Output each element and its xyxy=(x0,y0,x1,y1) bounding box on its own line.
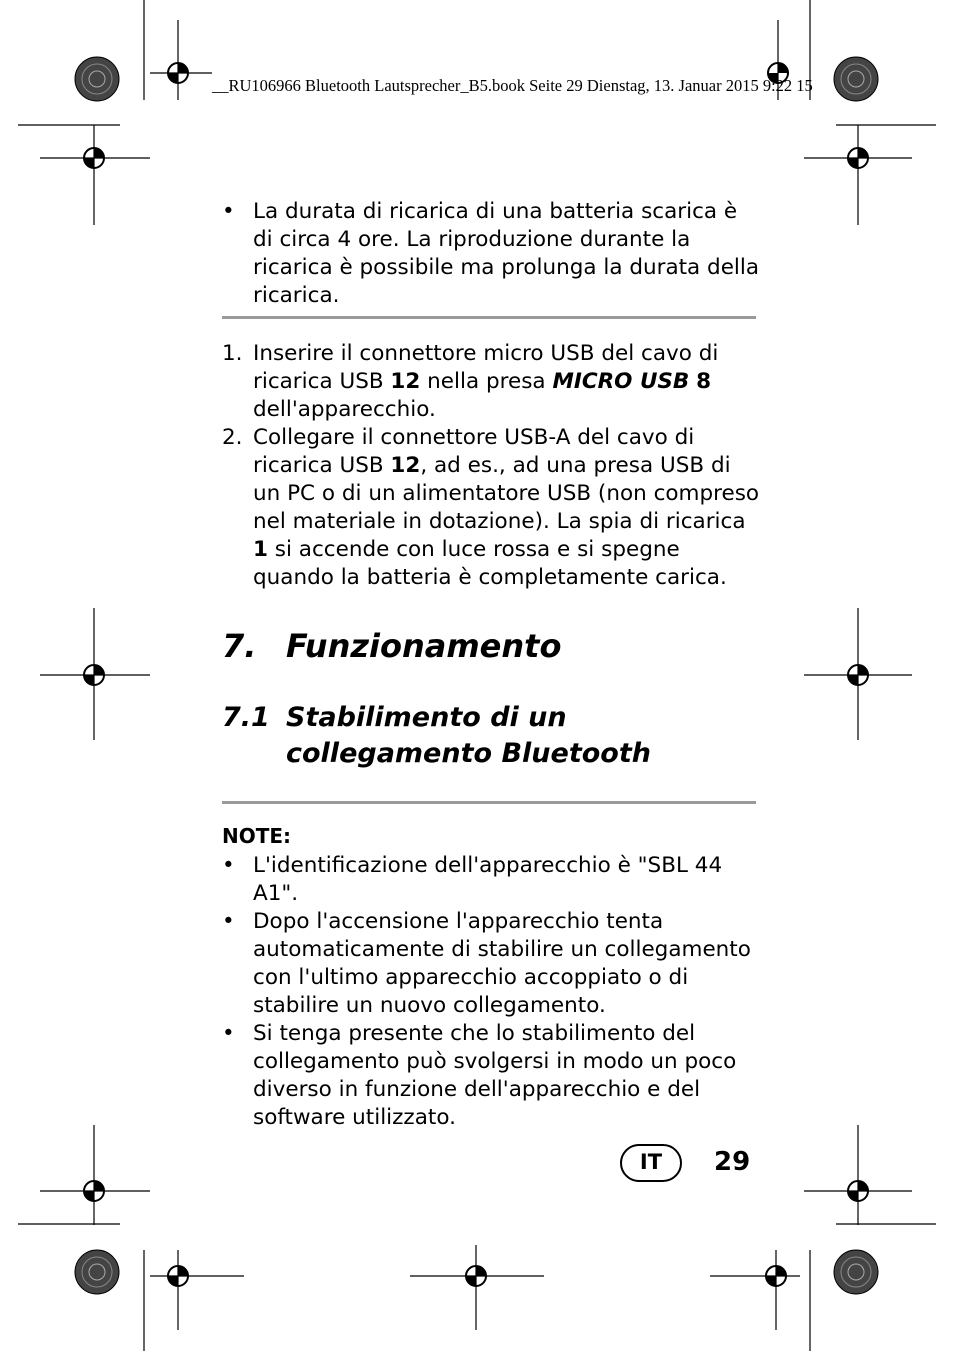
section-divider xyxy=(222,316,756,319)
list-item: • Dopo l'accensione l'apparecchio tenta automaticamente di stabilire un collegamento con l'ultimo apparecchio accoppiato o di stabilire un nuovo collegamento. xyxy=(222,909,751,1018)
steps-list xyxy=(222,340,762,592)
step-item: 1. Inserire il connettore micro USB del cavo di ricarica USB 12 nella presa MICRO USB 8 dell'apparecchio. xyxy=(222,341,719,422)
top-bullet-list xyxy=(222,198,762,310)
section-number: 7. xyxy=(222,627,257,665)
note-list xyxy=(222,852,762,1132)
section-divider xyxy=(222,801,756,804)
subsection-number: 7.1 xyxy=(222,702,270,733)
socket-label: MICRO USB xyxy=(552,369,690,394)
ref-number: 8 xyxy=(696,369,712,394)
language-badge: IT xyxy=(620,1144,682,1182)
running-header: __RU106966 Bluetooth Lautsprecher_B5.book Seite 29 Dienstag, 13. Januar 2015 9:22 15 xyxy=(212,76,813,95)
bullet-marker: • xyxy=(222,199,235,224)
ref-number: 12 xyxy=(390,453,421,478)
bullet-text: La durata di ricarica di una batteria scarica è di circa 4 ore. La riproduzione durante la ricarica è possibile ma prolunga la durata della ricarica. xyxy=(253,199,760,308)
list-item: • Si tenga presente che lo stabilimento del collegamento può svolgersi in modo un poco diverso in funzione dell'apparecchio e del software utilizzato. xyxy=(222,1021,737,1130)
ref-number: 1 xyxy=(253,537,268,562)
subsection-title: Stabilimento di un collegamento Bluetooth xyxy=(286,702,651,769)
step-number: 2. xyxy=(222,425,243,450)
note-label: NOTE: xyxy=(222,824,292,848)
section-title: Funzionamento xyxy=(286,627,562,665)
list-item: • L'identificazione dell'apparecchio è "SBL 44 A1". xyxy=(222,853,723,906)
list-item xyxy=(222,198,762,310)
bullet-marker: • xyxy=(222,1021,235,1046)
ref-number: 12 xyxy=(390,369,421,394)
section-heading xyxy=(222,626,561,666)
step-number: 1. xyxy=(222,341,243,366)
subsection-heading xyxy=(222,700,726,772)
step-item: 2. Collegare il connettore USB-A del cavo di ricarica USB 12, ad es., ad una presa USB di un PC o di un alimentatore USB (non compreso nel materiale in dotazione). La spia di ricarica 1 si accende con luce rossa e si spegne quando la batteria è completamente carica. xyxy=(222,425,760,590)
bullet-marker: • xyxy=(222,909,235,934)
page-number: 29 xyxy=(714,1147,751,1177)
bullet-marker: • xyxy=(222,853,235,878)
